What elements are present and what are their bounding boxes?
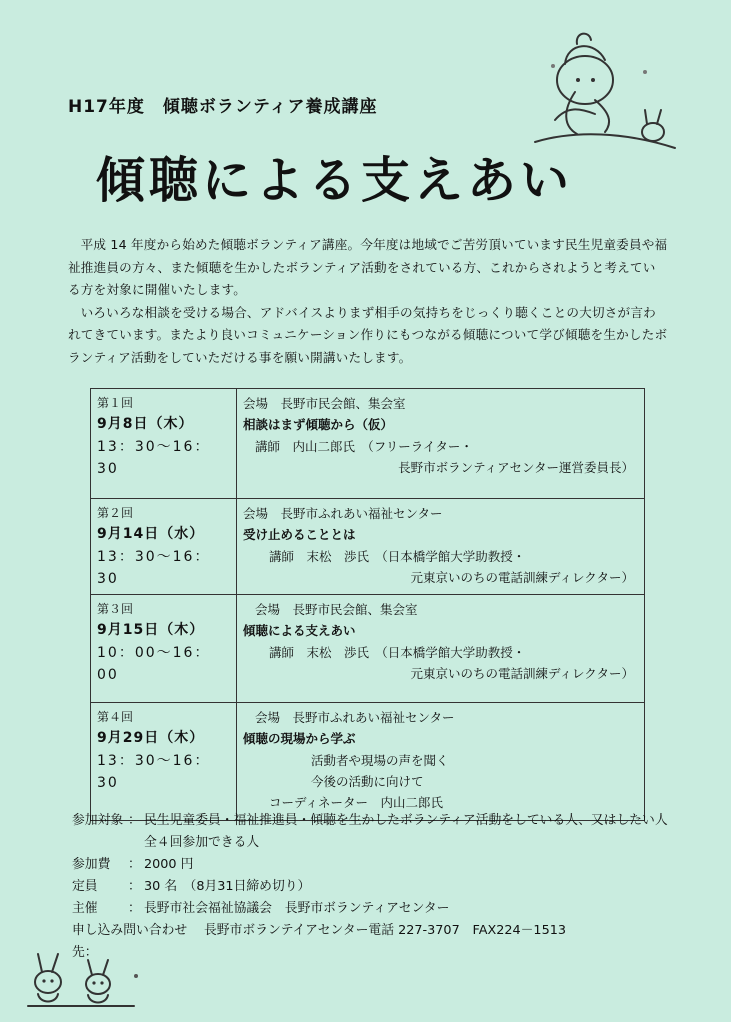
session-meta: [91, 595, 237, 703]
host-value: 長野市社会福祉協議会 長野市ボランティアセンター: [144, 901, 450, 916]
separator: ：: [128, 813, 141, 828]
session-coordinator: コーディネーター 内山二郎氏: [269, 795, 444, 810]
session-venue: 会場 長野市ふれあい福祉センター: [255, 710, 455, 725]
session-meta: [91, 389, 237, 499]
fee-label: 参加費: [72, 857, 111, 872]
separator: ：: [128, 901, 141, 916]
course-subtitle: H17年度 傾聴ボランティア養成講座: [68, 97, 378, 117]
registration-info: [72, 810, 692, 964]
separator: ：: [128, 857, 141, 872]
session-time: 13：30～16：30: [97, 549, 211, 587]
session-detail: [237, 595, 645, 703]
session-detail: [237, 389, 645, 499]
capacity-label: 定員: [72, 879, 98, 894]
session-lecturer-affiliation: 元東京いのちの電話訓練ディレクター）: [410, 666, 634, 681]
capacity-row: [72, 876, 692, 898]
session-lecturer-affiliation: 長野市ボランティアセンター運営委員長）: [398, 460, 634, 475]
course-title: 傾聴による支えあい: [96, 152, 574, 209]
session-lecturer-affiliation: 元東京いのちの電話訓練ディレクター）: [410, 570, 634, 585]
session-lecturer: 講師 末松 渉氏 （日本橋学館大学助教授・: [269, 549, 526, 564]
session-number: 第３回: [97, 602, 134, 616]
session-meta: [91, 499, 237, 595]
contact-label: 申し込み問い合わせ先：: [72, 923, 188, 960]
session-topic: 傾聴による支えあい: [243, 623, 356, 638]
session-time: 13：30～16：30: [97, 753, 211, 791]
session-activity-line: 活動者や現場の声を聞く: [311, 753, 449, 768]
session-detail: [237, 499, 645, 595]
session-meta: [91, 703, 237, 821]
session-topic: 傾聴の現場から学ぶ: [243, 731, 356, 746]
bunnies-illustration-icon: [24, 948, 144, 1010]
session-lecturer: 講師 内山二郎氏 （フリーライター・: [255, 439, 473, 454]
intro-paragraph-2: いろいろな相談を受ける場合、アドバイスよりまず相手の気持ちをじっくり聴くことの大切さが言われてきています。またより良いコミュニケーション作りにもつながる傾聴について学び傾聴を生かしたボランティア活動をしていただける事を願い開講いたします。: [68, 304, 668, 365]
contact-row: [72, 920, 692, 964]
capacity-value: 30 名 （8月31日締め切り）: [144, 879, 311, 894]
table-row: [91, 499, 645, 595]
session-venue: 会場 長野市民会館、集会室: [243, 396, 406, 411]
session-lecturer: 講師 末松 渉氏 （日本橋学館大学助教授・: [269, 645, 526, 660]
session-topic: 受け止めることとは: [243, 527, 356, 542]
session-venue: 会場 長野市ふれあい福祉センター: [243, 506, 443, 521]
session-date: 9月15日（木）: [97, 622, 205, 638]
session-detail: [237, 703, 645, 821]
session-topic: 相談はまず傾聴から（仮）: [243, 417, 394, 432]
fee-row: [72, 854, 692, 876]
girl-illustration-icon: [505, 22, 695, 162]
target-row: [72, 810, 692, 832]
host-label: 主催: [72, 901, 98, 916]
session-number: 第４回: [97, 710, 134, 724]
session-activity-line: 今後の活動に向けて: [311, 774, 424, 789]
session-date: 9月29日（木）: [97, 730, 205, 746]
session-time: 13：30～16：30: [97, 439, 211, 477]
session-date: 9月14日（水）: [97, 526, 205, 542]
contact-value: 長野市ボランテイアセンター電話 227-3707 FAX224－1513: [204, 923, 567, 938]
intro-paragraph-1: 平成 14 年度から始めた傾聴ボランティア講座。今年度は地域でご苦労頂いています民生児童委員や福祉推進員の方々、また傾聴を生かしたボランティア活動をされている方、これからされようと考えている方を対象に開催いたします。: [68, 237, 668, 298]
target-label: 参加対象: [72, 813, 124, 828]
table-row: [91, 703, 645, 821]
session-number: 第２回: [97, 506, 134, 520]
session-number: 第１回: [97, 396, 134, 410]
fee-value: 2000 円: [144, 857, 194, 872]
target-value: 民生児童委員・福祉推進員・傾聴を生かしたボランティア活動をしている人、又はしたい人: [144, 813, 668, 828]
host-row: [72, 898, 692, 920]
session-date: 9月8日（木）: [97, 416, 194, 432]
session-time: 10：00～16：00: [97, 645, 211, 683]
separator: ：: [128, 879, 141, 894]
intro-text: [68, 234, 668, 370]
table-row: [91, 389, 645, 499]
session-venue: 会場 長野市民会館、集会室: [255, 602, 418, 617]
table-row: [91, 595, 645, 703]
target-continuation: 全４回参加できる人: [144, 835, 260, 850]
schedule-table: [90, 388, 645, 821]
